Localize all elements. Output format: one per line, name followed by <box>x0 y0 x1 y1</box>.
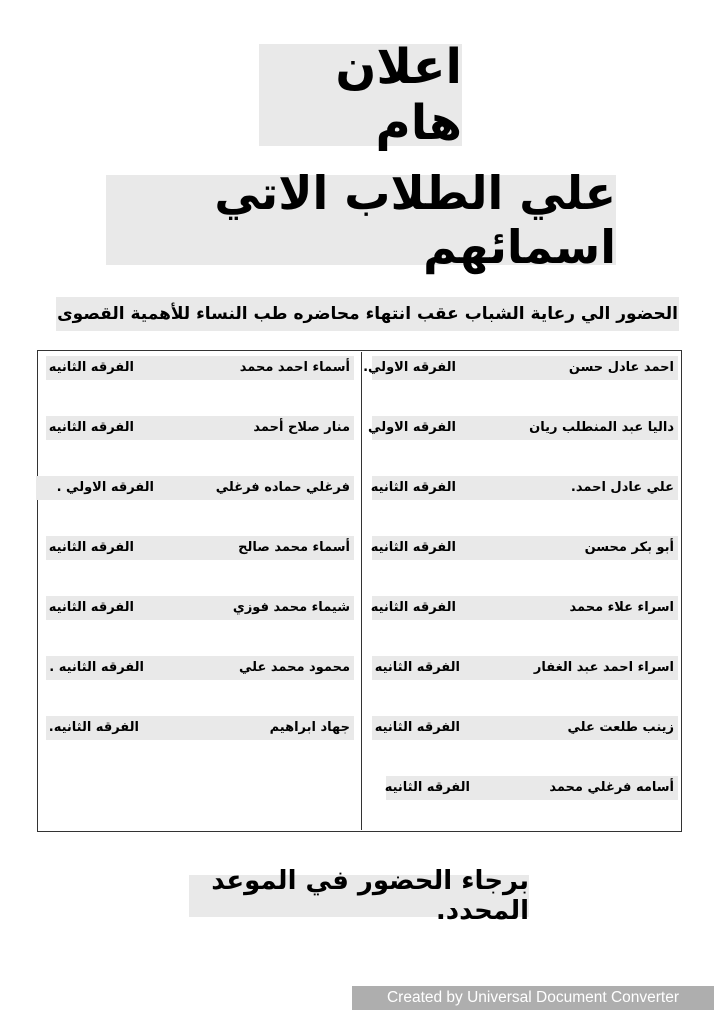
student-row <box>46 356 354 380</box>
student-row <box>46 716 354 740</box>
student-name: زينب طلعت علي <box>567 720 674 735</box>
student-group: الفرقه الاولي . <box>56 480 154 495</box>
student-name: منار صلاح أحمد <box>253 420 350 435</box>
watermark: Created by Universal Document Converter <box>352 986 714 1010</box>
student-group: الفرقه الاولي <box>368 420 456 435</box>
student-row <box>372 596 678 620</box>
student-name: جهاد ابراهيم <box>269 720 350 735</box>
student-row <box>372 716 678 740</box>
student-group: الفرقه الثانيه <box>48 540 134 555</box>
student-name: فرغلي حماده فرغلي <box>215 480 350 495</box>
announcement-subtitle: علي الطلاب الاتي اسمائهم <box>106 175 616 265</box>
student-group: الفرقه الثانيه . <box>49 660 144 675</box>
student-row <box>368 416 678 440</box>
student-group: الفرقه الثانيه <box>370 480 456 495</box>
student-row <box>46 596 354 620</box>
student-name: اسراء علاء محمد <box>569 600 674 615</box>
student-row <box>46 416 354 440</box>
student-group: الفرقه الثانيه <box>370 540 456 555</box>
student-name: اسراء احمد عبد الغفار <box>533 660 674 675</box>
student-group: الفرقه الثانيه <box>48 420 134 435</box>
student-group: الفرقه الثانيه. <box>48 720 139 735</box>
column-divider <box>361 352 362 830</box>
student-group: الفرقه الثانيه <box>384 780 470 795</box>
student-name: داليا عبد المنطلب ريان <box>529 420 674 435</box>
student-name: احمد عادل حسن <box>568 360 674 375</box>
student-name: شيماء محمد فوزي <box>232 600 350 615</box>
footer-notice: برجاء الحضور في الموعد المحدد. <box>189 875 529 917</box>
student-group: الفرقه الثانيه <box>48 360 134 375</box>
student-name: أبو بكر محسن <box>584 540 674 555</box>
student-row <box>46 656 354 680</box>
student-name: علي عادل احمد. <box>570 480 674 495</box>
student-group: الفرقه الاولي. <box>363 360 456 375</box>
student-row <box>386 776 678 800</box>
student-row <box>372 476 678 500</box>
student-name: محمود محمد علي <box>239 660 350 675</box>
student-group: الفرقه الثانيه <box>48 600 134 615</box>
student-row <box>46 536 354 560</box>
student-row <box>372 536 678 560</box>
student-name: أسامه فرغلي محمد <box>549 780 674 795</box>
student-name: أسماء احمد محمد <box>239 360 350 375</box>
student-name: أسماء محمد صالح <box>238 540 350 555</box>
announcement-title: اعلان هام <box>259 44 462 146</box>
student-row <box>372 656 678 680</box>
announcement-instruction: الحضور الي رعاية الشباب عقب انتهاء محاضره طب النساء للأهمية القصوى <box>56 297 679 331</box>
student-group: الفرقه الثانيه <box>374 660 460 675</box>
student-row <box>363 356 678 380</box>
student-group: الفرقه الثانيه <box>374 720 460 735</box>
student-group: الفرقه الثانيه <box>370 600 456 615</box>
student-row <box>36 476 354 500</box>
